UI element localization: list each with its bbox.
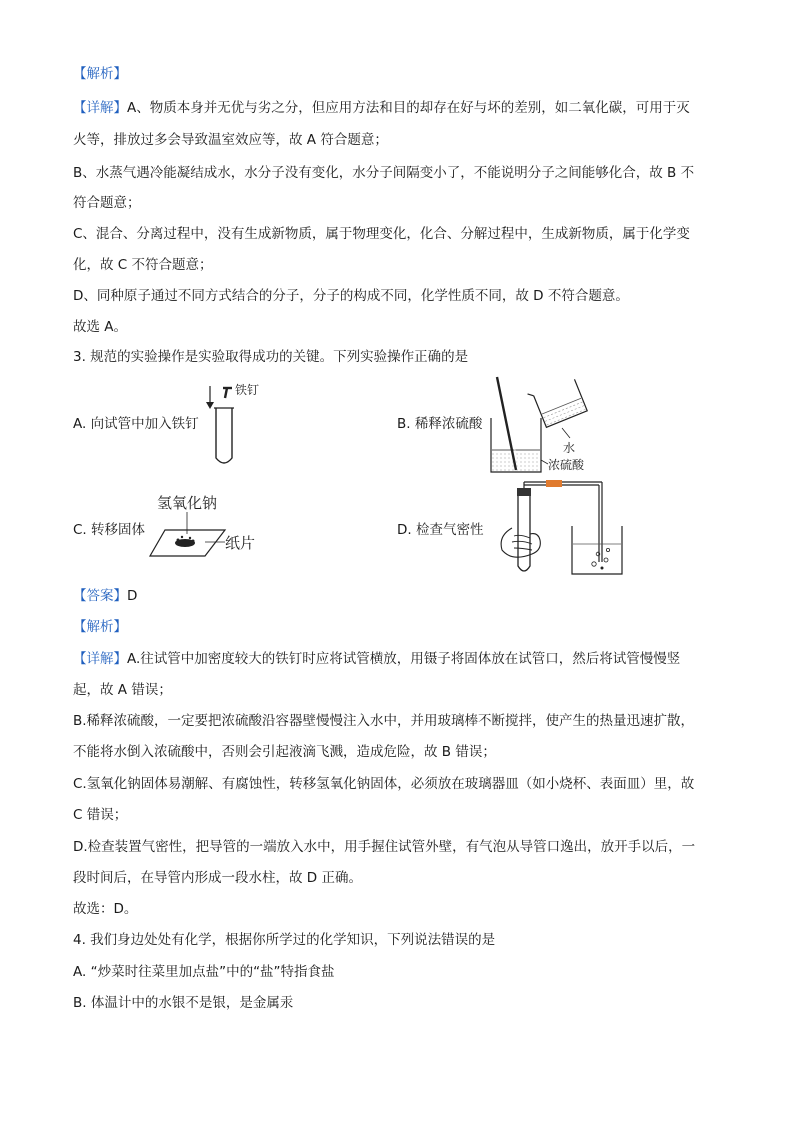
detail-line: D.检查装置气密性，把导管的一端放入水中，用手握住试管外壁，有气泡从导管口逸出，放开手以后，一 — [73, 839, 696, 855]
detail-line: C、混合、分离过程中，没有生成新物质，属于物理变化，化合、分解过程中，生成新物质，属于化学变 — [73, 226, 690, 242]
detail-line: 【详解】A、物质本身并无优与劣之分，但应用方法和目的却存在好与坏的差别，如二氧化碳，可用于灭 — [73, 100, 690, 116]
conclusion-line: 故选：D。 — [73, 901, 138, 917]
conc-acid-label: 浓硫酸 — [548, 458, 585, 472]
detail-line: 化，故 C 不符合题意； — [73, 257, 213, 273]
question-4-option-a: A. “炒菜时往菜里加点盐”中的“盐”特指食盐 — [73, 964, 335, 980]
detail-line: 段时间后，在导管内形成一段水柱，故 D 正确。 — [73, 870, 362, 886]
option-c-label: C. 转移固体 — [73, 522, 146, 538]
figure-d-airtightness — [490, 478, 630, 580]
detail-line: C 错误； — [73, 807, 128, 823]
detail-line: 【详解】A.往试管中加密度较大的铁钉时应将试管横放，用镊子将固体放在试管口，然后将试管慢慢竖 — [73, 651, 681, 667]
detail-line: B.稀释浓硫酸，一定要把浓硫酸沿容器壁慢慢注入水中，并用玻璃棒不断搅拌，使产生的热量迅速扩散， — [73, 713, 695, 729]
figure-c-transfer-solid — [145, 486, 275, 558]
analysis-heading: 【解析】 — [73, 66, 127, 82]
detail-line: B、水蒸气遇冷能凝结成水，水分子没有变化，水分子间隔变小了，不能说明分子之间能够化合，故 B 不 — [73, 165, 695, 181]
detail-line: 起，故 A 错误； — [73, 682, 172, 698]
detail-line: 符合题意； — [73, 195, 141, 211]
option-d-label: D. 检查气密性 — [397, 522, 484, 538]
option-a-label: A. 向试管中加入铁钉 — [73, 416, 199, 432]
conclusion-line: 故选 A。 — [73, 319, 128, 335]
question-4-option-b: B. 体温计中的水银不是银，是金属汞 — [73, 995, 294, 1011]
figure-a-test-tube — [198, 378, 278, 470]
detail-line: C.氢氧化钠固体易潮解、有腐蚀性，转移氢氧化钠固体，必须放在玻璃器皿（如小烧杯、表面皿）里，故 — [73, 776, 695, 792]
analysis-heading: 【解析】 — [73, 619, 127, 635]
question-4-stem: 4. 我们身边处处有化学，根据你所学过的化学知识，下列说法错误的是 — [73, 932, 496, 948]
naoh-label: 氢氧化钠 — [157, 494, 218, 512]
question-3-stem: 3. 规范的实验操作是实验取得成功的关键。下列实验操作正确的是 — [73, 349, 469, 365]
water-label: 水 — [563, 441, 576, 455]
detail-line: 火等，排放过多会导致温室效应等，故 A 符合题意； — [73, 132, 388, 148]
detail-line: D、同种原子通过不同方式结合的分子，分子的构成不同，化学性质不同，故 D 不符合题意。 — [73, 288, 629, 304]
figure-b-dilution — [486, 372, 601, 477]
iron-nail-label: 铁钉 — [235, 383, 260, 397]
answer-line: 【答案】D — [73, 588, 138, 604]
option-b-label: B. 稀释浓硫酸 — [397, 416, 483, 432]
detail-line: 不能将水倒入浓硫酸中，否则会引起液滴飞溅，造成危险，故 B 错误； — [73, 744, 496, 760]
paper-label: 纸片 — [225, 534, 256, 552]
